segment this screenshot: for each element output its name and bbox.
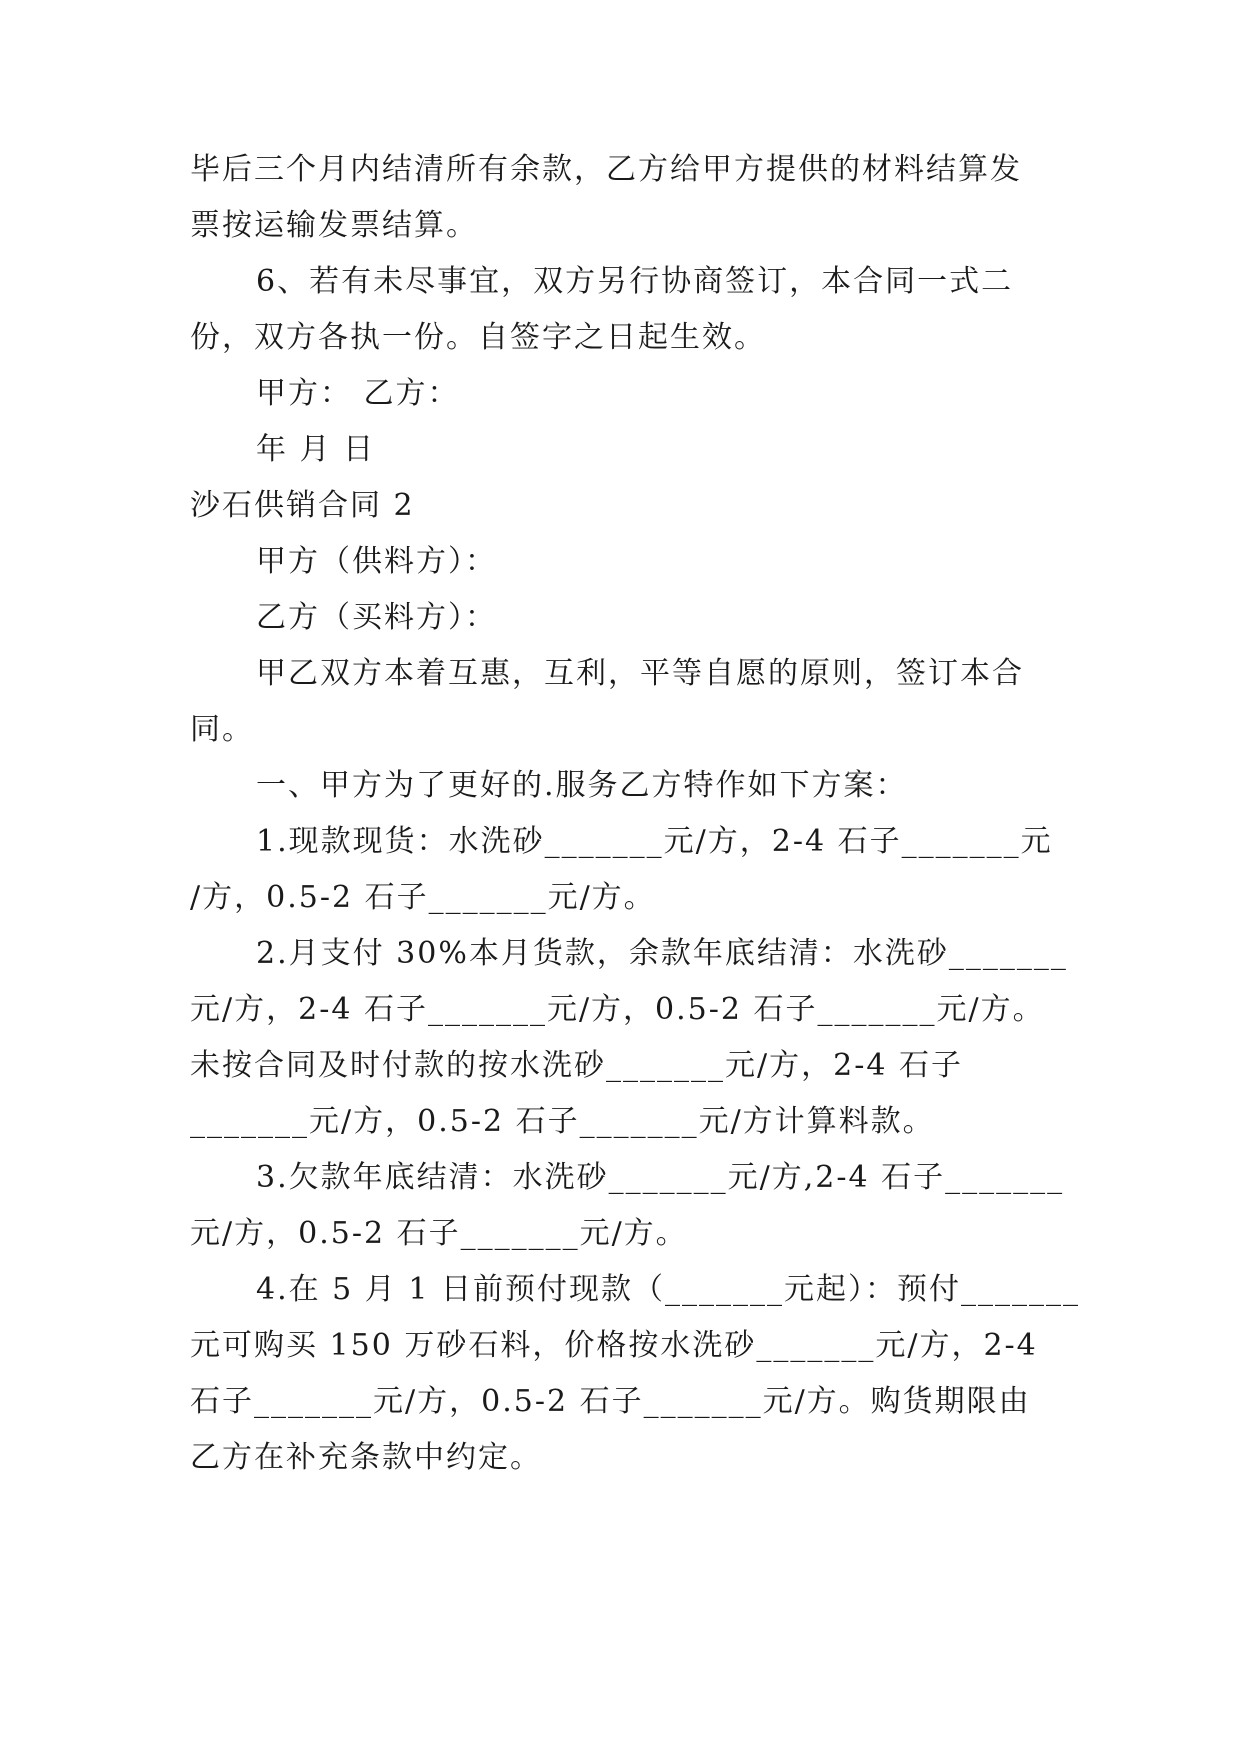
text-line: 甲乙双方本着互惠，互利，平等自愿的原则，签订本合	[256, 656, 1024, 691]
party-b-label: 乙方（买料方）：	[256, 600, 497, 635]
text-line: 乙方在补充条款中约定。	[190, 1440, 542, 1475]
text-line: 同。	[190, 712, 254, 747]
text-line: /方，0.5-2 石子_______元/方。	[190, 880, 656, 915]
section-title: 沙石供销合同 2	[190, 488, 415, 523]
text-line: 毕后三个月内结清所有余款，乙方给甲方提供的材料结算发	[190, 152, 1022, 187]
text-line: 石子_______元/方，0.5-2 石子_______元/方。购货期限由	[190, 1384, 1031, 1419]
text-line: 元/方，0.5-2 石子_______元/方。	[190, 1216, 688, 1251]
text-line: 票按运输发票结算。	[190, 208, 478, 243]
text-line: 元/方，2-4 石子_______元/方，0.5-2 石子_______元/方。	[190, 992, 1045, 1027]
text-line: 2.月支付 30%本月货款，余款年底结清：水洗砂_______	[256, 936, 1068, 971]
clause-heading: 一、甲方为了更好的.服务乙方特作如下方案：	[256, 768, 908, 803]
text-line: 6、若有未尽事宜，双方另行协商签订，本合同一式二	[256, 264, 1014, 299]
text-line: 3.欠款年底结清：水洗砂_______元/方,2-4 石子_______	[256, 1160, 1065, 1195]
text-line: 未按合同及时付款的按水洗砂_______元/方，2-4 石子	[190, 1048, 963, 1083]
text-line: _______元/方，0.5-2 石子_______元/方计算料款。	[190, 1104, 935, 1139]
date-line: 年 月 日	[256, 432, 376, 467]
text-line: 4.在 5 月 1 日前预付现款（_______元起）：预付_______	[256, 1272, 1080, 1307]
text-line: 1.现款现货：水洗砂_______元/方，2-4 石子_______元	[256, 824, 1053, 859]
signature-parties: 甲方： 乙方：	[256, 376, 460, 411]
text-line: 元可购买 150 万砂石料，价格按水洗砂_______元/方，2-4	[190, 1328, 1038, 1363]
text-line: 份，双方各执一份。自签字之日起生效。	[190, 320, 766, 355]
party-a-label: 甲方（供料方）：	[256, 544, 497, 579]
